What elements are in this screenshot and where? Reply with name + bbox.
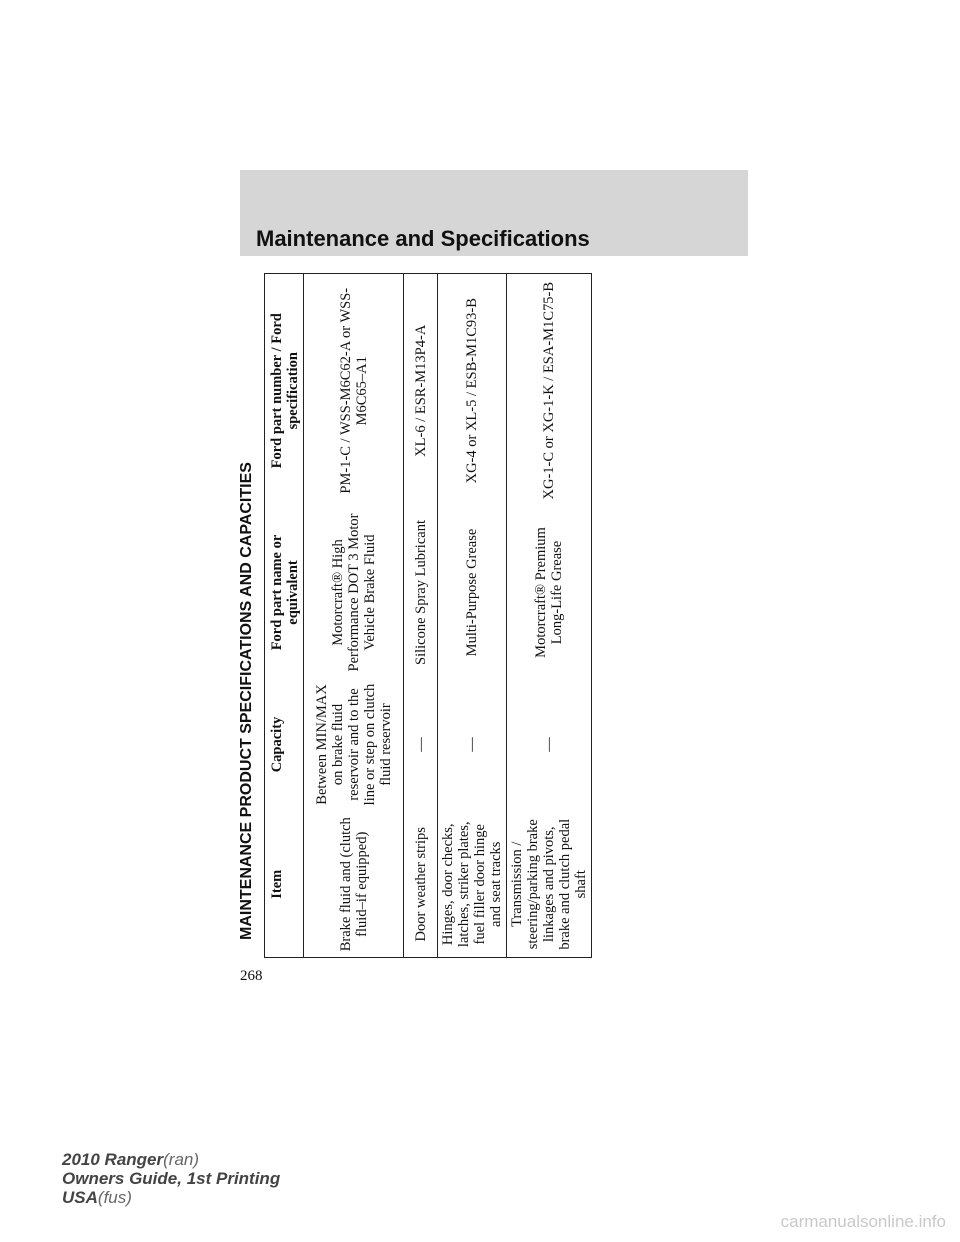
footer-region-code: (fus) [97, 1188, 132, 1207]
spec-table [264, 273, 592, 958]
table-row [404, 274, 438, 958]
table-row [438, 274, 507, 958]
cell-part-name: Motorcraft® High Performance DOT 3 Motor Vehicle Brake Fluid [304, 508, 404, 678]
spec-table-container [264, 274, 589, 958]
table-row [507, 274, 592, 958]
footer-printing: Owners Guide, 1st Printing [62, 1169, 281, 1188]
chapter-title: Maintenance and Specifications [256, 226, 590, 251]
page-number: 268 [240, 968, 263, 984]
cell-item: Brake fluid and (clutch fluid–if equipped) [304, 812, 404, 958]
footer-model-code: (ran) [163, 1150, 200, 1169]
column-header-item: Item [265, 812, 304, 958]
column-header-part-number: Ford part number / Ford specification [265, 274, 304, 508]
cell-capacity: Between MIN/MAX on brake fluid reservoir and to the line or step on clutch fluid reservoir [304, 678, 404, 812]
footer-region: USA [62, 1188, 98, 1207]
table-heading: MAINTENANCE PRODUCT SPECIFICATIONS AND CAPACITIES [238, 462, 255, 940]
cell-capacity: — [438, 678, 507, 812]
cell-part-name: Silicone Spray Lubricant [404, 508, 438, 678]
watermark-text: carmanualsonline.info [780, 1212, 946, 1231]
cell-capacity: — [507, 678, 592, 812]
column-header-capacity: Capacity [265, 678, 304, 812]
cell-item: Hinges, door checks, latches, striker plates, fuel filler door hinge and seat tracks [438, 812, 507, 958]
cell-part-number: PM-1-C / WSS-M6C62-A or WSS-M6C65–A1 [304, 274, 404, 508]
cell-capacity: — [404, 678, 438, 812]
footer-model: 2010 Ranger [62, 1150, 164, 1169]
column-header-part-name: Ford part name or equivalent [265, 508, 304, 678]
table-row [304, 274, 404, 958]
cell-item: Door weather strips [404, 812, 438, 958]
document-footer [62, 1150, 280, 1207]
cell-part-number: XG-4 or XL-5 / ESB-M1C93-B [438, 274, 507, 508]
cell-part-name: Multi-Purpose Grease [438, 508, 507, 678]
table-header-row [265, 274, 304, 958]
cell-part-number: XG-1-C or XG-1-K / ESA-M1C75-B [507, 274, 592, 508]
cell-part-number: XL-6 / ESR-M13P4-A [404, 274, 438, 508]
cell-item: Transmission / steering/parking brake linkages and pivots, brake and clutch pedal shaft [507, 812, 592, 958]
cell-part-name: Motorcraft® Premium Long-Life Grease [507, 508, 592, 678]
section-header-band [240, 170, 748, 256]
